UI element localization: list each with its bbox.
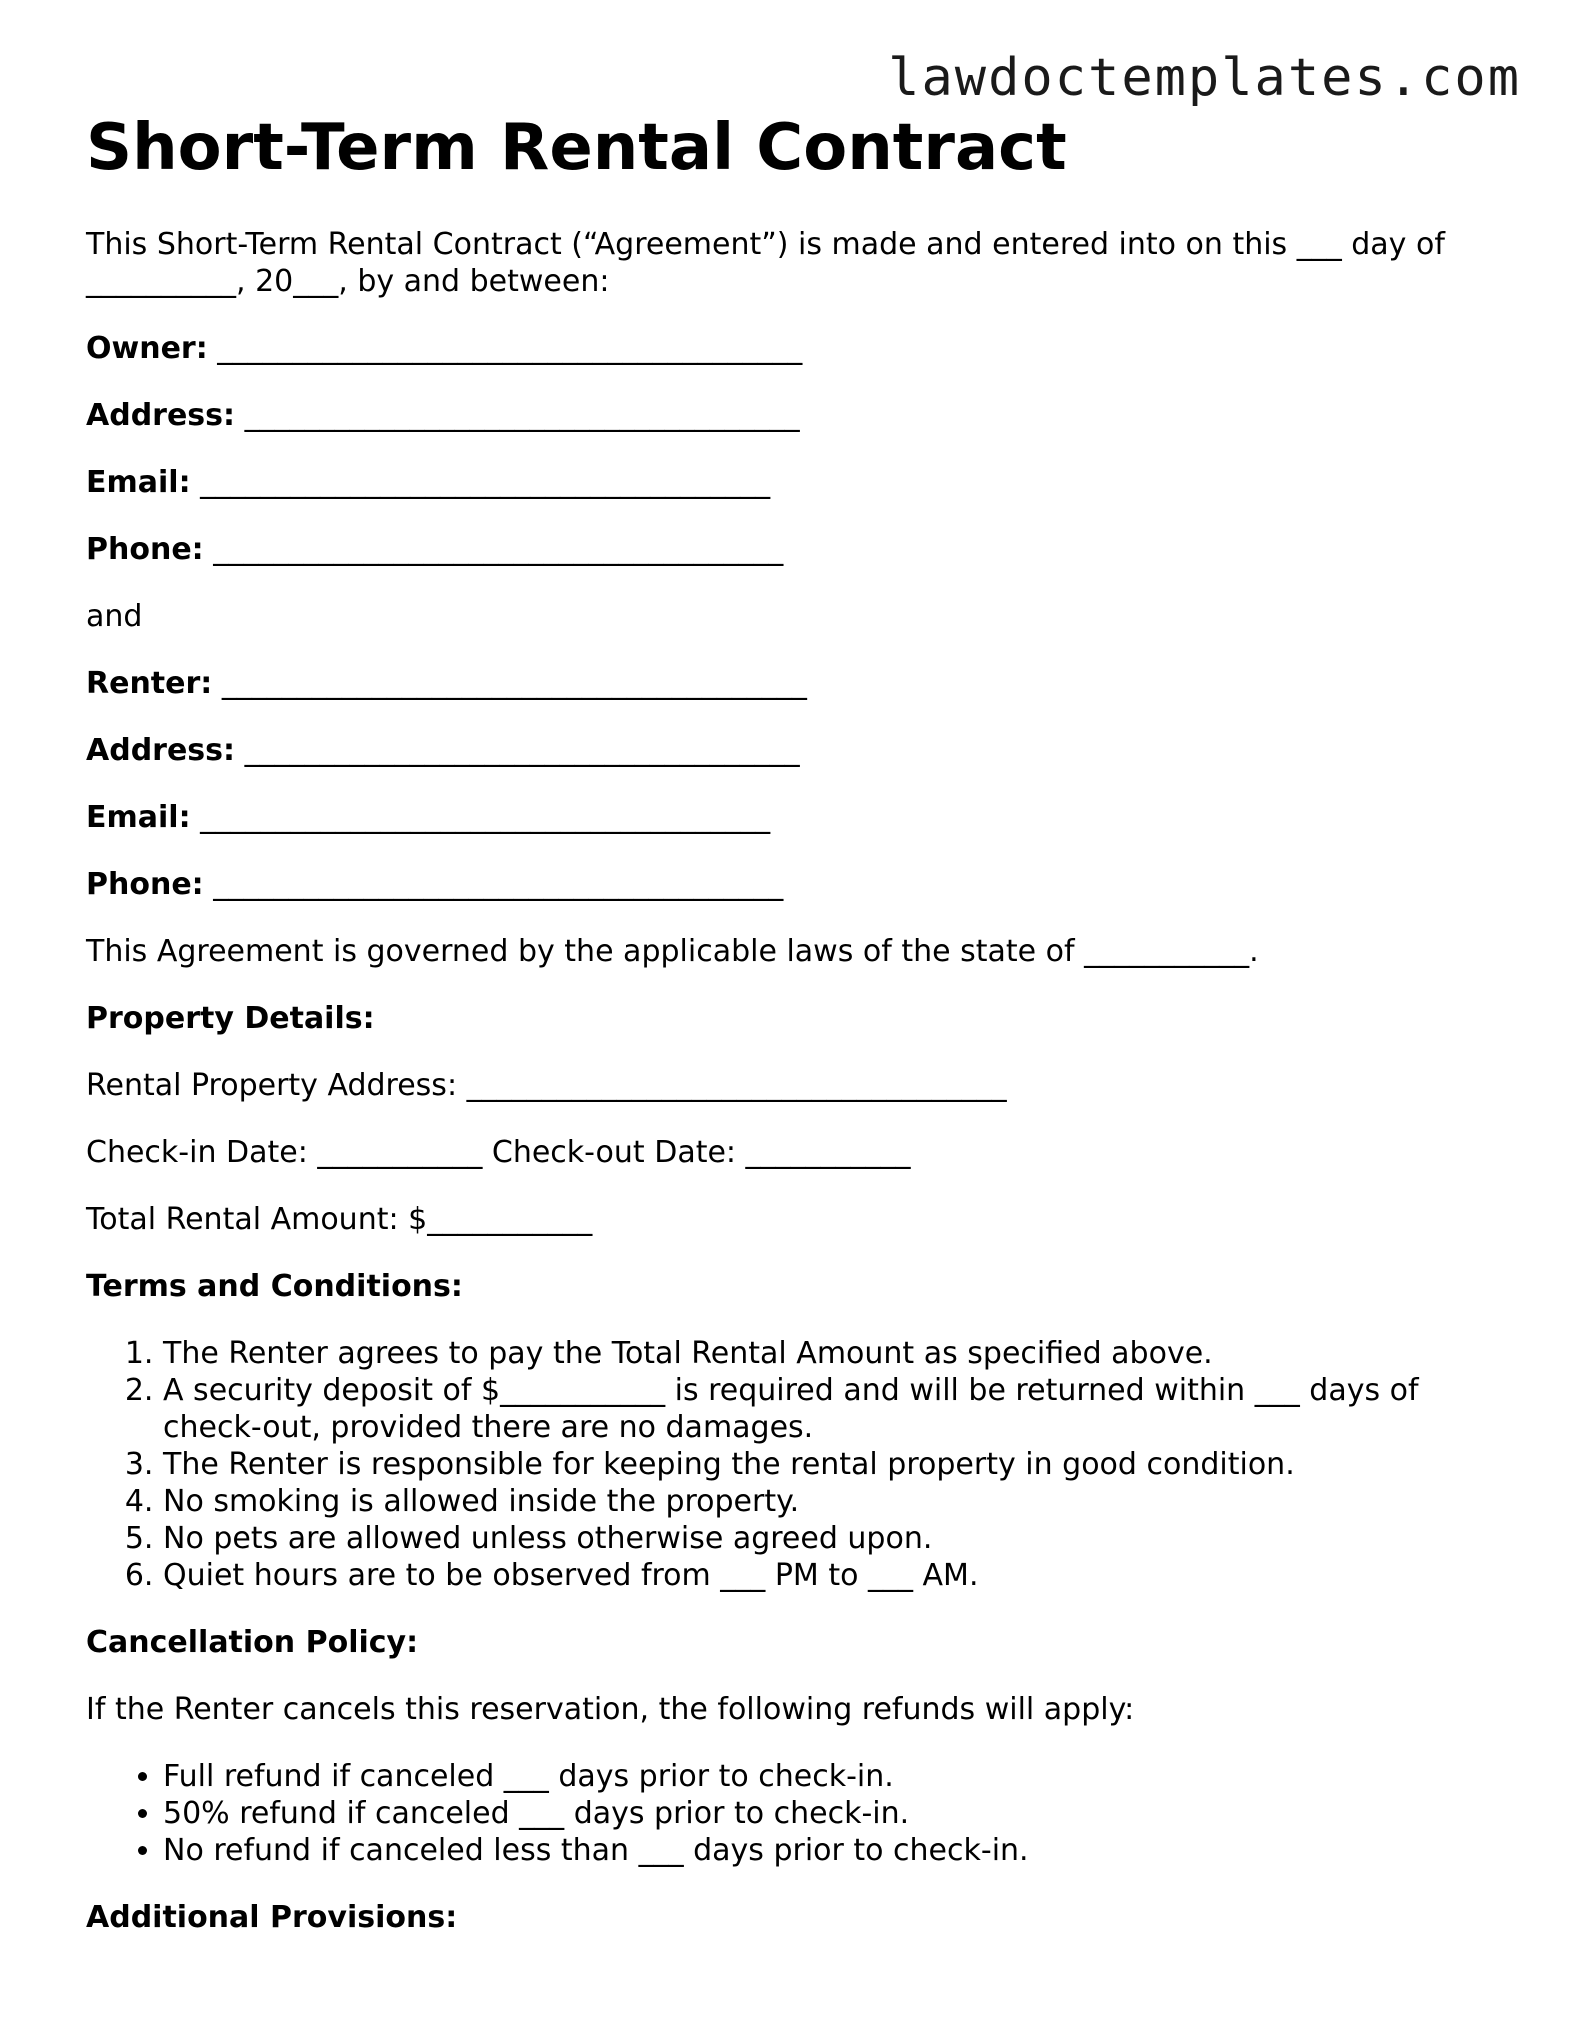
renter-address-field [86, 732, 1506, 769]
terms-item: 4. No smoking is allowed inside the property. [163, 1483, 1506, 1520]
check-in-out-dates-line: Check-in Date: ___________ Check-out Date: ___________ [86, 1135, 911, 1170]
renter-section [86, 665, 1506, 903]
governing-law-paragraph: This Agreement is governed by the applicable laws of the state of ___________. [86, 934, 1259, 969]
cancellation-intro: If the Renter cancels this reservation, the following refunds will apply: [86, 1692, 1135, 1727]
renter-phone-label: Phone: [86, 867, 204, 902]
renter-address-label: Address: [86, 733, 236, 768]
owner-email-blank: ______________________________________ [200, 465, 771, 500]
property-details-heading: Property Details: [86, 1001, 375, 1036]
owner-email-label: Email: [86, 465, 191, 500]
intro-paragraph: This Short-Term Rental Contract (“Agreement”) is made and entered into on this ___ day of __________, 20___, by and between: [86, 227, 1445, 299]
cancellation-item: • No refund if canceled less than ___ days prior to check-in. [163, 1832, 1506, 1869]
terms-item: 3. The Renter is responsible for keeping the rental property in good condition. [163, 1446, 1506, 1483]
owner-name-blank: _______________________________________ [217, 331, 803, 366]
terms-item: 1. The Renter agrees to pay the Total Rental Amount as specified above. [163, 1335, 1506, 1372]
owner-name-label: Owner: [86, 331, 208, 366]
terms-item: 2. A security deposit of $___________ is required and will be returned within ___ days of check-out, provided there are no damages. [163, 1372, 1506, 1446]
owner-name-field [86, 330, 1506, 367]
owner-address-label: Address: [86, 398, 236, 433]
owner-address-field [86, 397, 1506, 434]
owner-email-field [86, 464, 1506, 501]
additional-provisions-heading: Additional Provisions: [86, 1900, 458, 1935]
total-rental-amount-line: Total Rental Amount: $___________ [86, 1202, 593, 1237]
document-title: Short-Term Rental Contract [86, 111, 1067, 185]
renter-email-blank: ______________________________________ [200, 800, 771, 835]
owner-phone-field [86, 531, 1506, 568]
renter-name-blank: _______________________________________ [221, 666, 807, 701]
renter-phone-field [86, 866, 1506, 903]
renter-phone-blank: ______________________________________ [213, 867, 784, 902]
owner-phone-label: Phone: [86, 532, 204, 567]
renter-email-field [86, 799, 1506, 836]
renter-name-label: Renter: [86, 666, 213, 701]
owner-section [86, 330, 1506, 568]
cancellation-heading: Cancellation Policy: [86, 1625, 419, 1660]
owner-phone-blank: ______________________________________ [213, 532, 784, 567]
renter-email-label: Email: [86, 800, 191, 835]
cancellation-item: • Full refund if canceled ___ days prior to check-in. [163, 1758, 1506, 1795]
terms-heading: Terms and Conditions: [86, 1269, 463, 1304]
and-text: and [86, 599, 143, 634]
renter-address-blank: _____________________________________ [244, 733, 800, 768]
cancellation-list [86, 1758, 1506, 1869]
terms-item: 5. No pets are allowed unless otherwise agreed upon. [163, 1520, 1506, 1557]
terms-item: 6. Quiet hours are to be observed from ___ PM to ___ AM. [163, 1557, 1506, 1594]
terms-list [86, 1335, 1506, 1594]
site-watermark: lawdoctemplates.com [888, 48, 1521, 108]
property-address-line: Rental Property Address: ____________________________________ [86, 1068, 1007, 1103]
renter-name-field [86, 665, 1506, 702]
cancellation-item: • 50% refund if canceled ___ days prior to check-in. [163, 1795, 1506, 1832]
owner-address-blank: _____________________________________ [244, 398, 800, 433]
document-page [86, 108, 1506, 1936]
